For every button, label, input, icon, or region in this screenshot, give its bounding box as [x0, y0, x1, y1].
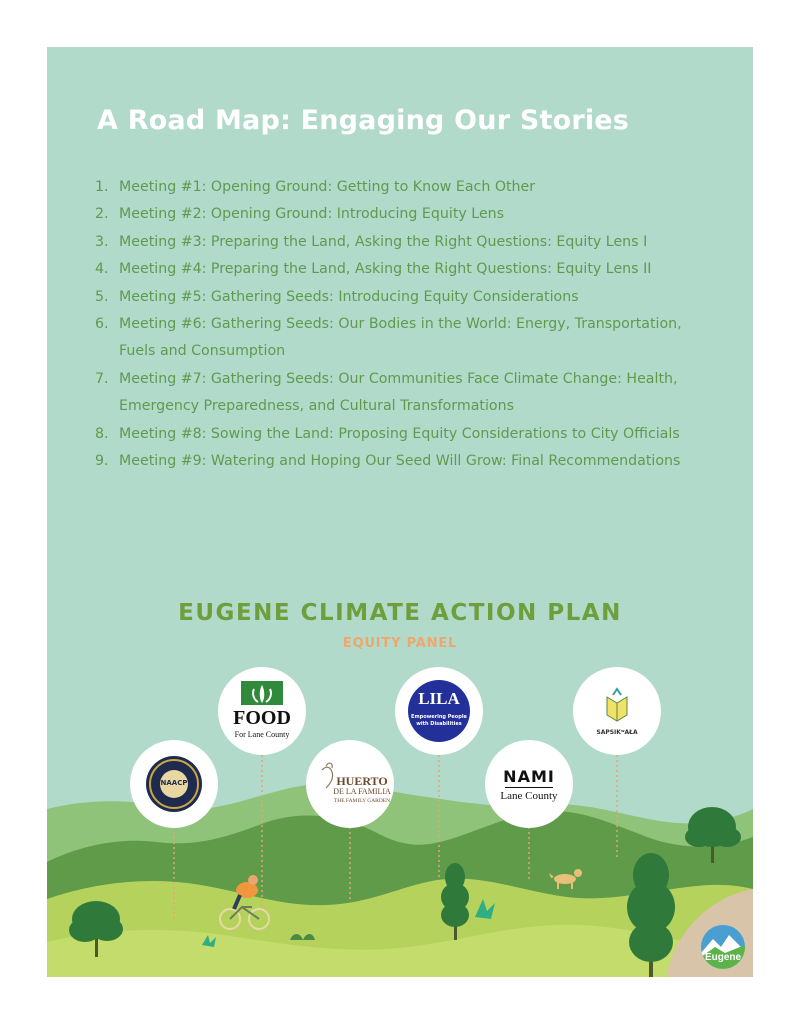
list-item-text: Meeting #8: Sowing the Land: Proposing Equity Considerations to City Officials — [119, 425, 680, 442]
list-item-number: 9. — [95, 453, 109, 470]
list-item-text: Meeting #9: Watering and Hoping Our Seed Will Grow: Final Recommendations — [119, 453, 681, 470]
food-label: FOOD — [233, 707, 291, 729]
huerto-sublabel: DE LA FAMILIA — [333, 787, 391, 796]
naacp-label: NAACP — [160, 779, 188, 787]
huerto-label: HUERTO — [336, 774, 388, 788]
nami-divider — [505, 787, 553, 788]
list-item-number: 5. — [95, 288, 109, 305]
nami-label: NAMI — [503, 767, 555, 786]
list-item-number: 4. — [95, 261, 109, 278]
book-icon — [573, 667, 661, 755]
list-item-number: 1. — [95, 179, 109, 195]
list-item-text: Meeting #7: Gathering Seeds: Our Communities Face Climate Change: Health, Emergency Preparedness, and Cultural Transformations — [119, 370, 678, 415]
program-subheading: EQUITY PANEL — [342, 636, 458, 651]
landscape-illustration — [47, 47, 753, 977]
partner-badge-nami — [485, 740, 573, 828]
list-item-number: 6. — [95, 316, 109, 333]
list-item-text: Meeting #3: Preparing the Land, Asking the Right Questions: Equity Lens I — [119, 233, 648, 250]
list-item-number: 2. — [95, 206, 109, 223]
lila-tagline-2: with Disabilities — [416, 721, 462, 727]
list-item-text: Meeting #1: Opening Ground: Getting to Know Each Other — [119, 179, 536, 195]
partner-badge-huerto-de-la-familia — [306, 740, 394, 828]
partner-badge-naacp — [130, 740, 218, 828]
list-item-text: Meeting #4: Preparing the Land, Asking the Right Questions: Equity Lens II — [119, 261, 652, 278]
list-item-number: 3. — [95, 233, 109, 250]
city-logo-label: Eugene — [704, 952, 742, 963]
nami-sublabel: Lane County — [500, 790, 558, 802]
list-item-text: Meeting #2: Opening Ground: Introducing Equity Lens — [119, 206, 505, 223]
food-sublabel: For Lane County — [234, 730, 290, 739]
sapsikwala-label: SAPSIKʷAŁA — [596, 729, 638, 736]
list-item-text: Meeting #6: Gathering Seeds: Our Bodies in the World: Energy, Transportation, Fuels and Consumption — [119, 316, 682, 360]
page-panel — [47, 47, 753, 977]
page-title: A Road Map: Engaging Our Stories — [97, 105, 630, 136]
lila-label: LILA — [418, 689, 460, 708]
list-item-number: 8. — [95, 425, 109, 442]
city-logo — [701, 925, 745, 969]
partner-badge-food-for-lane-county — [218, 667, 306, 755]
partner-badge-sapsikwala — [573, 667, 661, 755]
list-item-number: 7. — [95, 370, 109, 387]
list-item-text: Meeting #5: Gathering Seeds: Introducing Equity Considerations — [119, 288, 579, 305]
partner-badge-lila — [395, 667, 483, 755]
huerto-tagline: THE FAMILY GARDEN — [333, 798, 391, 804]
program-heading: EUGENE CLIMATE ACTION PLAN — [178, 600, 622, 626]
lila-tagline-1: Empowering People — [411, 714, 467, 720]
